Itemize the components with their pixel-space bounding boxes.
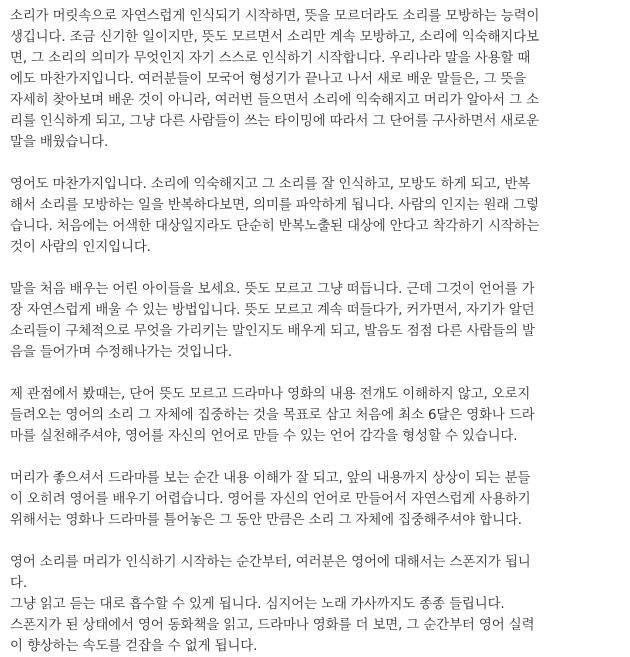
text-line: 다.: [10, 576, 27, 591]
paragraph-6: [10, 552, 630, 657]
text-line: 이 오히려 영어를 배우기 어렵습니다. 영어를 자신의 언어로 만들어서 자연스럽게 사용하기: [10, 492, 531, 507]
paragraph-1: [10, 6, 630, 153]
text-line: 것이 사람의 인지입니다.: [10, 240, 151, 255]
text-line: 이 향상하는 속도를 걷잡을 수 없게 됩니다.: [10, 639, 258, 654]
text-line: 에도 마찬가지입니다. 여러분들이 모국어 형성기가 끝나고 나서 새로 배운 말들은, 그 뜻을: [10, 72, 527, 87]
text-line: 소리들이 구체적으로 무엇을 가리키는 말인지도 배우게 되고, 발음도 점점 다른 사람들의 발: [10, 324, 535, 339]
text-line: 음을 들어가며 수정해나가는 것입니다.: [10, 345, 232, 360]
text-line: 마를 실천해주셔야, 영어를 자신의 언어로 만들 수 있는 언어 감각을 형성할 수 있습니다.: [10, 429, 518, 444]
text-line: 말을 배웠습니다.: [10, 135, 109, 150]
text-line: 말을 처음 배우는 어린 아이들을 보세요. 뜻도 모르고 그냥 떠듭니다. 근데 그것이 언어를 가: [10, 282, 535, 297]
text-line: 습니다. 처음에는 어색한 대상일지라도 단순히 반복노출된 대상에 안다고 착각하기 시작하는: [10, 219, 540, 234]
text-line: 장 자연스럽게 배울 수 있는 방법입니다. 뜻도 모르고 계속 떠들다가, 커가면서, 자기가 알던: [10, 303, 535, 318]
text-line: 영어도 마찬가지입니다. 소리에 익숙해지고 그 소리를 잘 인식하고, 모방도 하게 되고, 반복: [10, 177, 531, 192]
paragraph-3: [10, 279, 630, 363]
paragraph-2: [10, 174, 630, 258]
text-line: 면, 그 소리의 의미가 무엇인지 자기 스스로 인식하기 시작합니다. 우리나라 말을 사용할 때: [10, 51, 531, 66]
text-line: 영어 소리를 머리가 인식하기 시작하는 순간부터, 여러분은 영어에 대해서는 스폰지가 됩니: [10, 555, 531, 570]
text-line: 스폰지가 된 상태에서 영어 동화책을 읽고, 드라마나 영화를 더 보면, 그 순간부터 영어 실력: [10, 618, 535, 633]
text-line: 그냥 읽고 듣는 대로 흡수할 수 있게 됩니다. 심지어는 노래 가사까지도 종종 들립니다.: [10, 597, 505, 612]
text-line: 생깁니다. 조금 신기한 일이지만, 뜻도 모르면서 소리만 계속 모방하고, 소리에 익숙해지다보: [10, 30, 539, 45]
text-line: 자세히 찾아보며 배운 것이 아니라, 여러번 들으면서 소리에 익숙해지고 머리가 알아서 그 소: [10, 93, 539, 108]
text-line: 리를 인식하게 되고, 그냥 다른 사람들이 쓰는 타이밍에 따라서 그 단어를 구사하면서 새로운: [10, 114, 539, 129]
paragraph-4: [10, 384, 630, 447]
text-line: 제 관점에서 봤때는, 단어 뜻도 모르고 드라마나 영화의 내용 전개도 이해하지 않고, 오로지: [10, 387, 531, 402]
text-line: 머리가 좋으셔서 드라마를 보는 순간 내용 이해가 잘 되고, 앞의 내용까지 상상이 되는 분들: [10, 471, 531, 486]
text-line: 소리가 머릿속으로 자연스럽게 인식되기 시작하면, 뜻을 모르더라도 소리를 모방하는 능력이: [10, 9, 540, 24]
paragraph-5: [10, 468, 630, 531]
text-line: 들려오는 영어의 소리 그 자체에 집중하는 것을 목표로 삼고 처음에 최소 6달은 영화나 드라: [10, 408, 535, 423]
text-line: 위해서는 영화나 드라마를 틀어놓은 그 동안 만큼은 소리 그 자체에 집중해주셔야 합니다.: [10, 513, 522, 528]
text-line: 해서 소리를 모방하는 일을 반복하다보면, 의미를 파악하게 됩니다. 사람의 인지는 원래 그렇: [10, 198, 539, 213]
